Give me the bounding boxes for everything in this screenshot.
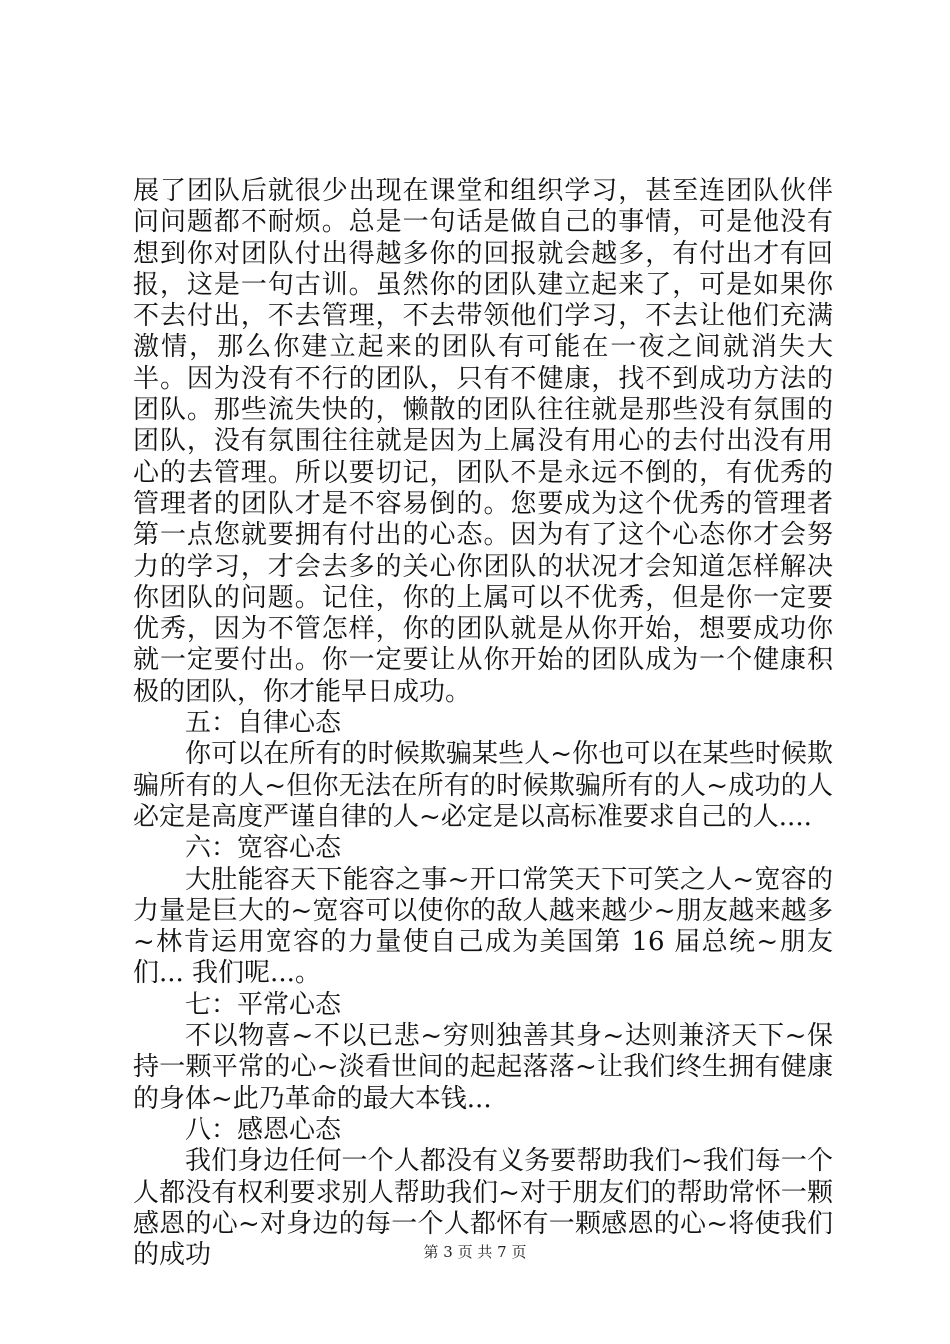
paragraph-continuation: 展了团队后就很少出现在课堂和组织学习，甚至连团队伙伴问问题都不耐烦。总是一句话是做自己的事情，可是他没有想到你对团队付出得越多你的回报就会越多，有付出才有回报，这是一句古训。虽然你的团队建立起来了，可是如果你不去付出，不去管理，不去带领他们学习，不去让他们充满激情，那么你建立起来的团队有可能在一夜之间就消失大半。因为没有不行的团队，只有不健康，找不到成功方法的团队。那些流失快的，懒散的团队往往就是那些没有氛围的团队，没有氛围往往就是因为上属没有用心的去付出没有用心的去管理。所以要切记，团队不是永远不倒的，有优秀的管理者的团队才是不容易倒的。您要成为这个优秀的管理者第一点您就要拥有付出的心态。因为有了这个心态你才会努力的学习，才会去多的关心你团队的状况才会知道怎样解决你团队的问题。记住，你的上属可以不优秀，但是你一定要优秀，因为不管怎样，你的团队就是从你开始，想要成功你就一定要付出。你一定要让从你开始的团队成为一个健康积极的团队，你才能早日成功。 — [133, 176, 833, 707]
section-heading-self-discipline: 五：自律心态 — [185, 708, 342, 739]
page-footer: 第 3 页 共 7 页 — [423, 1243, 527, 1261]
paragraph-equanimity: 不以物喜~不以已悲~穷则独善其身~达则兼济天下~保持一颗平常的心~淡看世间的起起落落~让我们终生拥有健康的身体~此乃革命的最大本钱... — [133, 1021, 833, 1114]
paragraph-self-discipline: 你可以在所有的时候欺骗某些人~你也可以在某些时候欺骗所有的人~但你无法在所有的时候欺骗所有的人~成功的人必定是高度严谨自律的人~必定是以高标准要求自己的人.... — [133, 739, 833, 832]
paragraph-gratitude: 我们身边任何一个人都没有义务要帮助我们~我们每一个人都没有权利要求别人帮助我们~对于朋友们的帮助常怀一颗感恩的心~对身边的每一个人都怀有一颗感恩的心~将使我们的成功 — [133, 1146, 833, 1271]
section-heading-tolerance: 六：宽容心态 — [185, 833, 342, 864]
section-heading-equanimity: 七：平常心态 — [185, 989, 342, 1020]
section-heading-gratitude: 八：感恩心态 — [185, 1114, 342, 1145]
document-body — [133, 176, 833, 1271]
paragraph-tolerance: 大肚能容天下能容之事~开口常笑天下可笑之人~宽容的力量是巨大的~宽容可以使你的敌人越来越少~朋友越来越多~林肯运用宽容的力量使自己成为美国第 16 届总统~朋友们... 我们呢...。 — [133, 864, 833, 989]
